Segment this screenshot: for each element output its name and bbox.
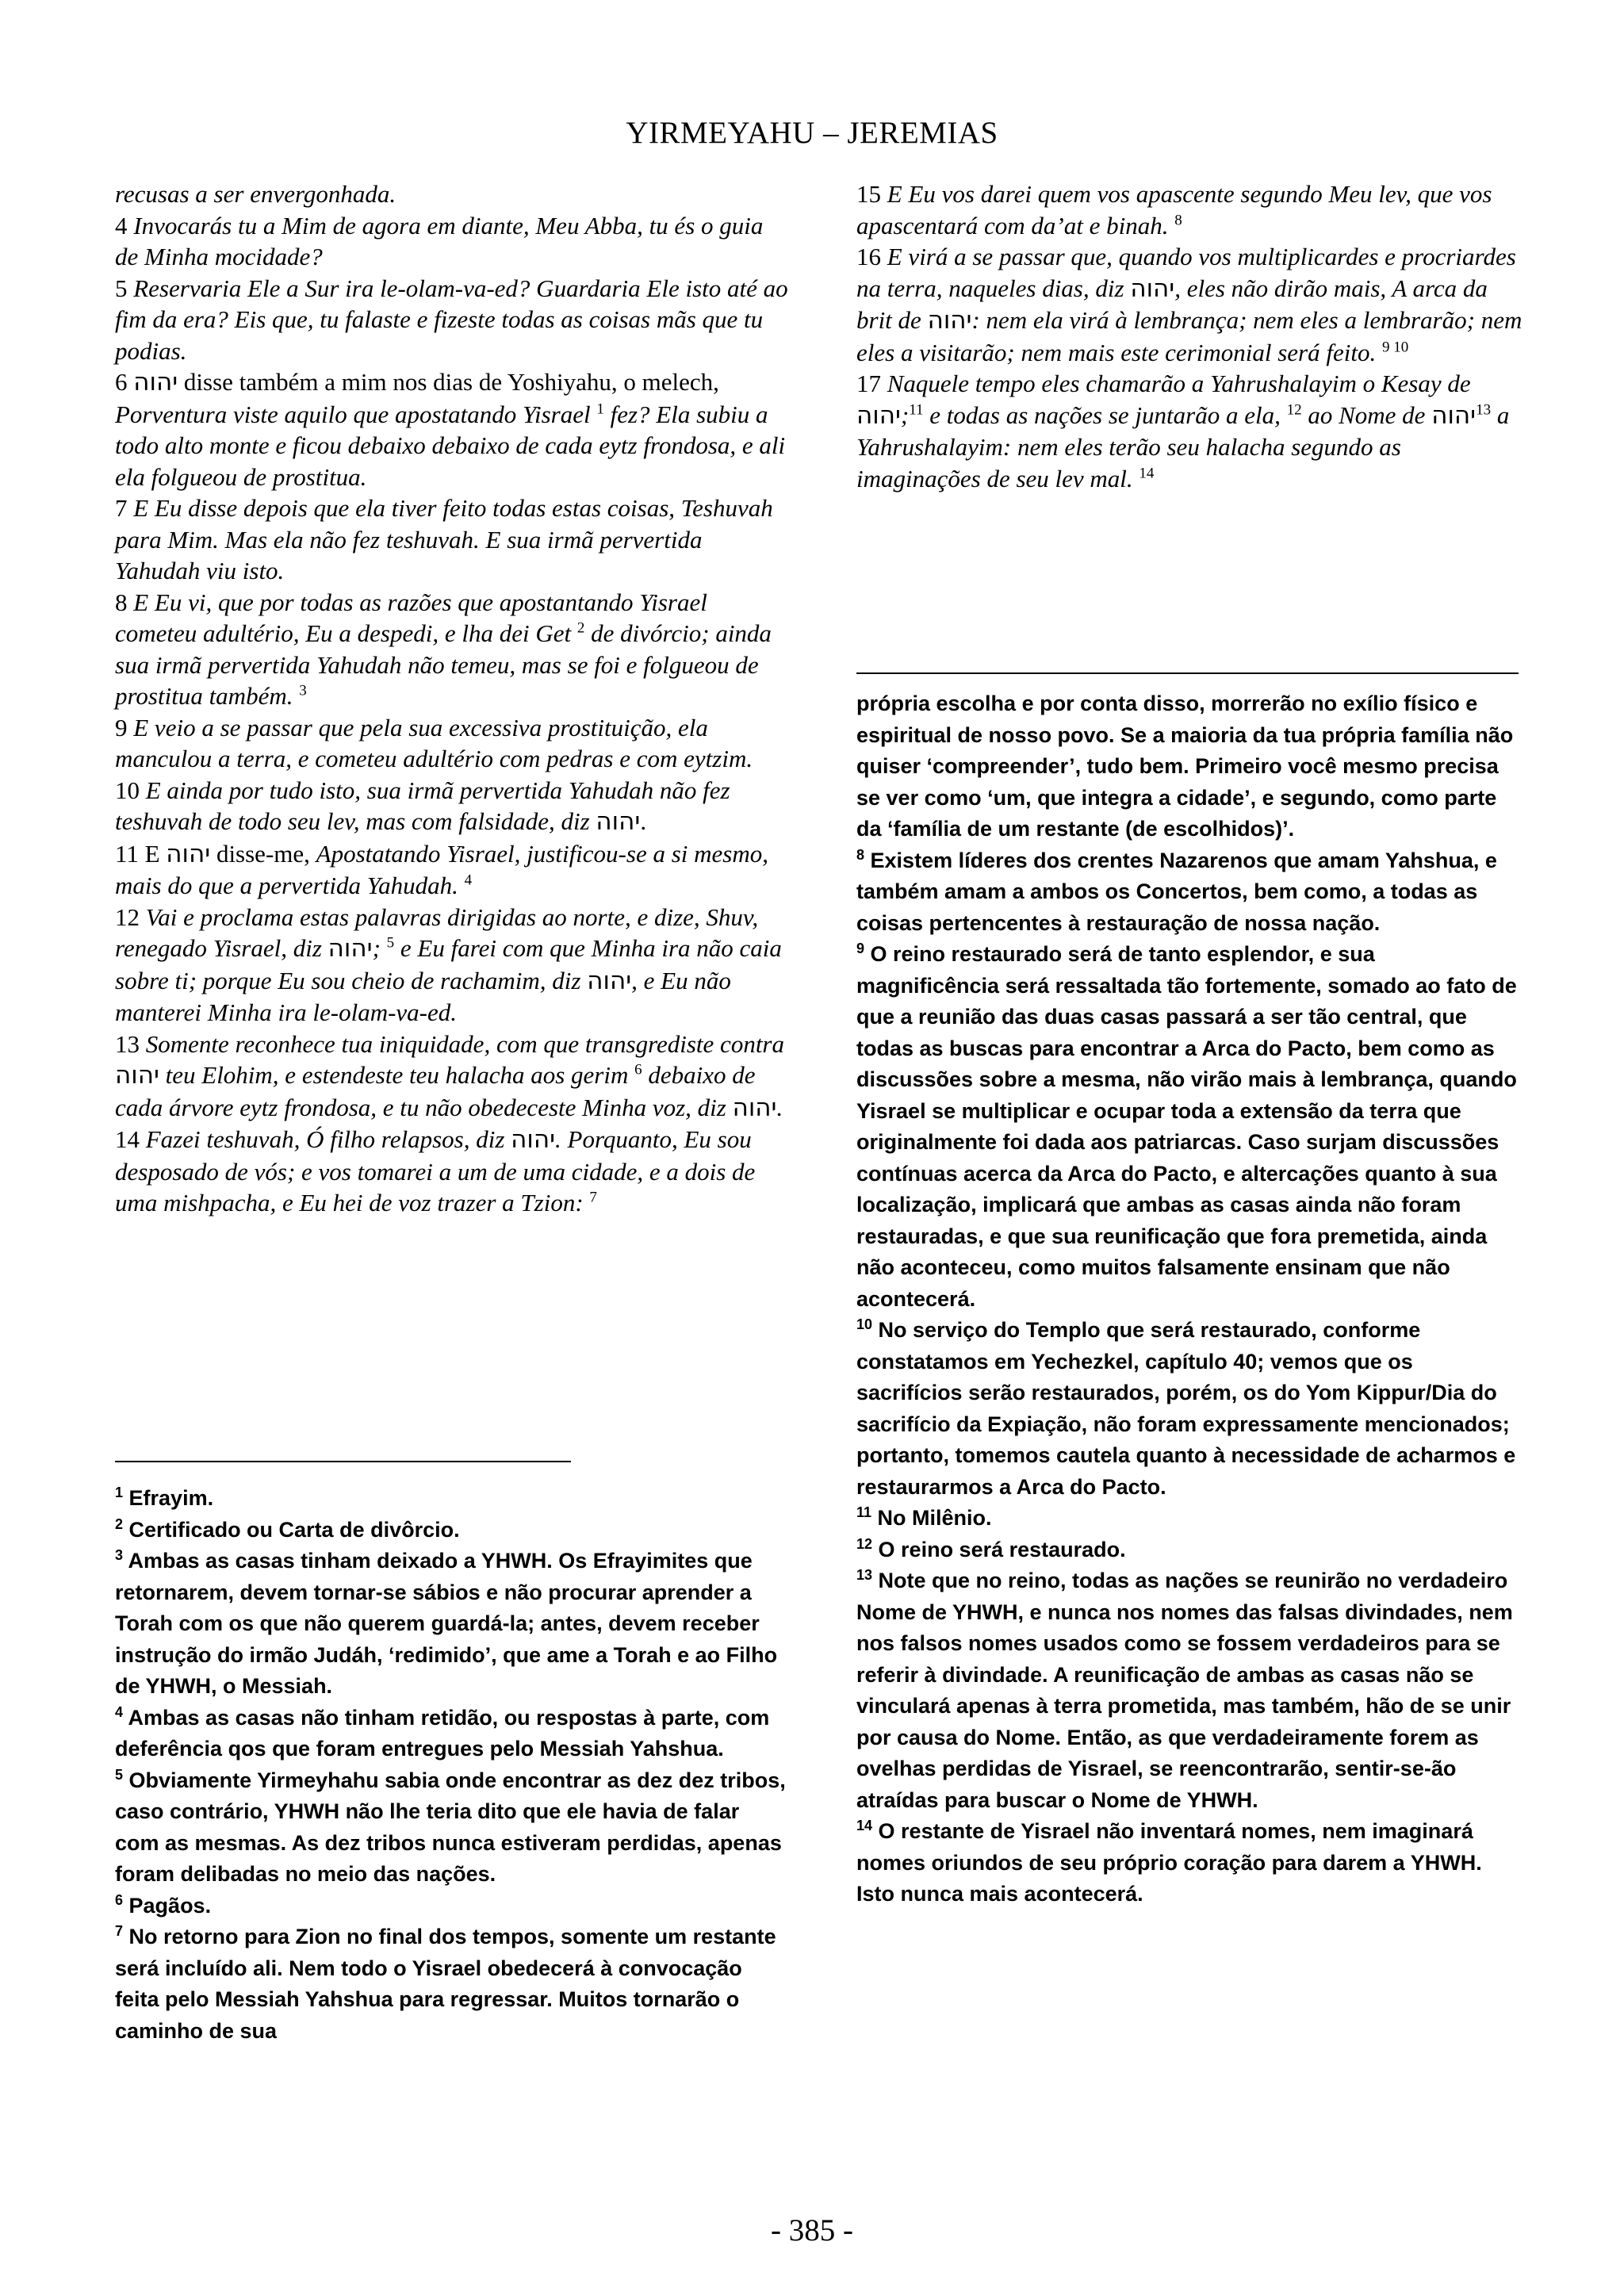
verse-text: E Eu disse depois que ela tiver feito todas estas coisas, Teshuvah para Mim. Mas ela não fez teshuvah. E sua irmã pervertida Yahudah viu isto.: [115, 494, 773, 584]
verse-text: 12: [115, 902, 146, 931]
divine-name: יהוה: [856, 400, 901, 430]
footnote-number: 11: [856, 1504, 872, 1520]
footnote-number: 8: [856, 846, 865, 863]
footnote-number: 2: [115, 1515, 124, 1532]
footnote-number: 3: [115, 1547, 124, 1563]
verse-text: ;: [900, 400, 910, 429]
footnote-number: 13: [856, 1567, 873, 1583]
verse: [115, 210, 789, 273]
footnote-text: O reino restaurado será de tanto esplendor, e sua magnificência será ressaltada tão fortemente, somado ao fato de que a reunião das duas casas passará a ser tão central, que todas as buscas para encontrar a Arca do Pacto, bem como as discussões sobre a mesma, não virão mais à lembrança, quando Yisrael se multiplicar e ocupar toda a extensão da terra que originalmente foi dada aos patriarcas. Caso surjam discussões contínuas acerca da Arca do Pacto, e altercações quanto à sua localização, implicará que ambas as casas ainda não foram restauradas, e que sua reunificação que fora premetida, ainda não aconteceu, como muitos falsamente ensinam que não acontecerá.: [856, 942, 1517, 1311]
verse: [115, 838, 789, 902]
verse-text: . Porquanto, Eu sou desposado de vós; e vos tomarei a um de uma cidade, e a dois de uma mishpacha, e Eu hei de voz trazer a Tzion:: [115, 1125, 756, 1216]
footnote-ref: 13: [1476, 401, 1492, 419]
verse-text: E Eu vi, que por todas as razões que apostantando Yisrael cometeu adultério, Eu a despedi, e lha dei Get: [115, 588, 707, 647]
verse-text: 7: [115, 494, 134, 522]
verse: [856, 241, 1522, 368]
footnote-number: 14: [856, 1818, 873, 1833]
divine-name: יהוה: [1431, 400, 1477, 430]
footnote-ref: 14: [1139, 465, 1155, 482]
footnote-number: 1: [115, 1485, 124, 1500]
verse-text: de divórcio; ainda sua irmã pervertida Yahudah não temeu, mas se foi e folgueou de prostitua também.: [115, 619, 772, 710]
footnote: [856, 1315, 1522, 1503]
verse: [115, 587, 789, 712]
verse-text: , e Eu não manterei Minha ira le-olam-va-ed.: [115, 966, 731, 1026]
verse-text: debaixo de cada árvore eytz frondosa, e tu não obedeceste Minha voz, diz: [115, 1061, 756, 1121]
right-verse-column: [856, 178, 1522, 494]
footnote-ref: 2: [576, 619, 585, 637]
verse: [115, 492, 789, 587]
divine-name: יהוה: [732, 1093, 777, 1122]
footnote-ref: 7: [589, 1189, 597, 1206]
footnote-text: No serviço do Templo que será restaurado, conforme constatamos em Yechezkel, capítulo 40; vemos que os sacrifícios serão restaurados, porém, os do Yom Kippur/Dia do sacrifício da Expiação, não foram expressamente mencionados; portanto, tomemos cautela quanto à necessidade de acharmos e restaurarmos a Arca do Pacto.: [856, 1318, 1516, 1499]
verse: [115, 775, 789, 838]
running-header: YIRMEYAHU – JEREMIAS: [626, 116, 998, 150]
footnote: [856, 1565, 1522, 1816]
footnote-number: 12: [856, 1535, 873, 1552]
left-verse-column: [115, 178, 789, 1219]
verse: [115, 178, 789, 210]
footnote-text: O restante de Yisrael não inventará nomes, nem imaginará nomes oriundos de seu próprio coração para darem a YHWH. Isto nunca mais acontecerá.: [856, 1819, 1482, 1906]
divine-name: יהוה: [166, 839, 211, 868]
footnote-text: No Milênio.: [877, 1506, 992, 1530]
footnote-separator-left: [115, 1461, 571, 1462]
divine-name: יהוה: [115, 1061, 159, 1090]
verse-text: teu Elohim, e estendeste teu halacha aos gerim: [159, 1061, 635, 1089]
footnote-number: 10: [856, 1316, 873, 1332]
footnote-text: Efrayim.: [128, 1486, 214, 1510]
footnote: [856, 1816, 1522, 1910]
footnote: [115, 1765, 789, 1891]
verse-text: 13: [115, 1029, 146, 1058]
divine-name: יהוה: [327, 934, 373, 963]
divine-name: יהוה: [587, 966, 632, 995]
footnote: [115, 1546, 789, 1703]
footnote: [115, 1515, 789, 1546]
verse-text: 15: [856, 180, 887, 208]
verse-text: recusas a ser envergonhada.: [115, 180, 396, 208]
footnote-ref: 5: [386, 934, 395, 952]
footnote-ref: 1: [596, 400, 604, 418]
footnote-text: Certificado ou Carta de divôrcio.: [128, 1517, 460, 1542]
verse-text: 6: [115, 368, 134, 396]
verse-text: .: [640, 807, 647, 835]
footnote-number: 7: [115, 1923, 124, 1939]
footnote-text: O reino será restaurado.: [878, 1537, 1126, 1561]
verse-text: Somente reconhece tua iniquidade, com que transgrediste contra: [145, 1029, 784, 1058]
verse-text: Fazei teshuvah, Ó filho relapsos, diz: [145, 1125, 511, 1153]
footnote-ref: 12: [1286, 401, 1302, 419]
footnote: [115, 1891, 789, 1922]
verse-text: disse também a mim nos dias de Yoshiyahu, o melech,: [178, 368, 719, 396]
verse-text: 11 E: [115, 839, 167, 868]
verse-text: disse-me,: [210, 839, 316, 868]
page-number: - 385 -: [771, 2213, 853, 2247]
verse: [115, 366, 789, 492]
verse-text: 4: [115, 211, 134, 239]
verse-text: fez? Ela subiu a todo alto monte e ficou debaixo debaixo de cada eytz frondosa, e ali ela folgueou de prostitua.: [115, 400, 786, 491]
footnote: [115, 1703, 789, 1765]
verse-text: E veio a se passar que pela sua excessiva prostituição, ela manculou a terra, e cometeu adultério com pedras e com eytzim.: [115, 713, 753, 772]
divine-name: יהוה: [927, 306, 972, 335]
footnote-text: Note que no reino, todas as nações se reunirão no verdadeiro Nome de YHWH, e nunca nos nomes das falsas divindades, nem nos falsos nomes usados como se fossem verdadeiros para se referir à divindade. A reunificação de ambas as casas não se vinculará apenas à terra prometida, mas também, hão de se unir por causa do Nome. Então, as que verdadeiramente forem as ovelhas perdidas de Yisrael, se reencontrarão, sentir-se-ão atraídas para buscar o Nome de YHWH.: [856, 1569, 1513, 1812]
footnote: [856, 688, 1522, 845]
footnote-number: 5: [115, 1766, 124, 1783]
divine-name: יהוה: [133, 368, 178, 397]
footnote-text: Existem líderes dos crentes Nazarenos que amam Yahshua, e também amam a ambos os Concertos, bem como, a todas as coisas pertencentes à restauração de nossa nação.: [856, 848, 1497, 935]
verse-text: E virá a se passar que, quando vos multiplicardes e procriardes na terra, naqueles dias, diz: [856, 243, 1516, 302]
footnote-text: própria escolha e por conta disso, morrerão no exílio físico e espiritual de nosso povo. Se a maioria da tua própria família não quiser ‘compreender’, tudo bem. Primeiro você mesmo precisa se ver como ‘um, que integra a cidade’, e segundo, como parte da ‘família de um restante (de escolhidos)’.: [856, 692, 1514, 841]
footnote-text: Pagãos.: [128, 1893, 212, 1918]
footnote: [115, 1483, 789, 1515]
verse-text: : nem ela virá à lembrança; nem eles a lembrarão; nem eles a visitarão; nem mais este cerimonial será feito.: [856, 306, 1522, 366]
verse-text: e todas as nações se juntarão a ela,: [923, 400, 1287, 429]
divine-name: יהוה: [1130, 274, 1175, 303]
footnote-ref: 3: [299, 682, 307, 699]
footnote: [856, 1503, 1522, 1534]
verse-text: ;: [372, 934, 387, 962]
footnote-text: Ambas as casas tinham deixado a YHWH. Os Efrayimites que retornarem, devem tornar-se sábios e não procurar aprender a Torah com os que não querem guardá-la; antes, devem receber instrução do irmão Judáh, ‘redimido’, que ame a Torah e ao Filho de YHWH, o Messiah.: [115, 1549, 778, 1698]
verse-text: 5: [115, 274, 134, 302]
footnote: [115, 1921, 789, 2047]
verse: [115, 1029, 789, 1125]
footnote-ref: 9 10: [1381, 339, 1409, 356]
verse: [115, 1124, 789, 1219]
footnote: [856, 845, 1522, 940]
verse: [856, 368, 1522, 494]
verse-text: 17: [856, 370, 887, 397]
verse-text: E ainda por tudo isto, sua irmã pervertida Yahudah não fez teshuvah de todo seu lev, mas com falsidade, diz: [115, 776, 730, 835]
verse-text: Apostatando Yisrael, justificou-se a si mesmo, mais do que a pervertida Yahudah.: [115, 839, 768, 899]
footnote-separator-right: [856, 672, 1519, 674]
verse-text: , eles não dirão mais, A arca da brit de: [856, 274, 1488, 334]
footnote: [856, 939, 1522, 1315]
verse: [856, 178, 1522, 241]
verse-text: e Eu farei com que Minha ira não caia sobre ti; porque Eu sou cheio de rachamim, diz: [115, 934, 782, 994]
footnote-number: 4: [115, 1703, 124, 1720]
footnote-text: No retorno para Zion no final dos tempos, somente um restante será incluído ali. Nem todo o Yisrael obedecerá à convocação feita pelo Messiah Yahshua para regressar. Muitos tornarão o caminho de sua: [115, 1925, 776, 2043]
verse-text: ao Nome de: [1301, 400, 1432, 429]
verse-text: .: [776, 1093, 783, 1121]
right-footnotes: [856, 688, 1522, 1910]
verse-text: Vai e proclama estas palavras dirigidas ao norte, e dize, Shuv, renegado Yisrael, diz: [115, 902, 759, 962]
footnote-text: Ambas as casas não tinham retidão, ou respostas à parte, com deferência qos que foram entregues pelo Messiah Yahshua.: [115, 1705, 770, 1761]
footnote-text: Obviamente Yirmeyhahu sabia onde encontrar as dez dez tribos, caso contrário, YHWH não lhe teria dito que ele havia de falar com as mesmas. As dez tribos nunca estiveram perdidas, apenas foram delibadas no meio das nações.: [115, 1768, 786, 1886]
verse-text: 9: [115, 713, 134, 741]
verse-text: 14: [115, 1125, 146, 1153]
footnote-number: 6: [115, 1891, 124, 1908]
footnote-ref: 4: [464, 872, 473, 889]
footnote-number: 9: [856, 941, 865, 956]
footnote-ref: 8: [1174, 212, 1182, 229]
divine-name: יהוה: [596, 807, 641, 836]
footnote-ref: 11: [909, 401, 924, 419]
verse-text: 8: [115, 588, 134, 616]
verse-text: E Eu vos darei quem vos apascente segundo Meu lev, que vos apascentará com da’at e binah.: [856, 180, 1492, 239]
verse: [115, 902, 789, 1029]
verse-text: Reservaria Ele a Sur ira le-olam-va-ed? Guardaria Ele isto até ao fim da era? Eis que, tu falaste e fizeste todas as coisas mãs que tu podias.: [115, 274, 788, 365]
footnote: [856, 1534, 1522, 1566]
verse: [115, 273, 789, 367]
verse-text: Naquele tempo eles chamarão a Yahrushalayim o Kesay de: [887, 370, 1471, 397]
verse: [115, 712, 789, 775]
divine-name: יהוה: [511, 1125, 556, 1154]
verse-text: Invocarás tu a Mim de agora em diante, Meu Abba, tu és o guia de Minha mocidade?: [115, 211, 764, 270]
verse-text: 10: [115, 776, 146, 804]
verse-text: a Yahrushalayim: nem eles terão seu halacha segundo as imaginações de seu lev mal.: [856, 400, 1510, 492]
verse-text: 16: [856, 243, 887, 270]
footnote-ref: 6: [634, 1061, 642, 1079]
left-footnotes: [115, 1483, 789, 2047]
verse-text: Porventura viste aquilo que apostatando Yisrael: [115, 400, 597, 428]
